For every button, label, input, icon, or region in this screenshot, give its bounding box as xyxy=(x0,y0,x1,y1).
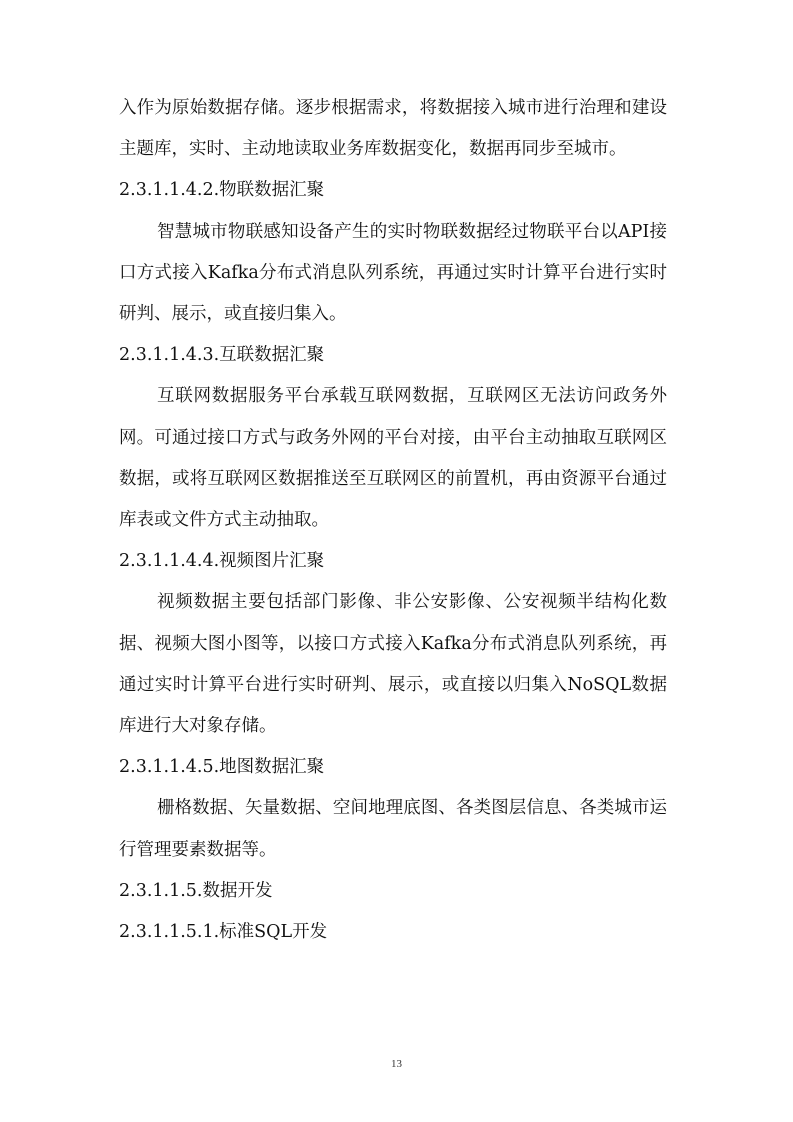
section-heading-2-3-1-1-4-2: 2.3.1.1.4.2.物联数据汇聚 xyxy=(119,180,325,201)
section-heading-2-3-1-1-5: 2.3.1.1.5.数据开发 xyxy=(119,880,273,901)
section-heading-2-3-1-1-4-3: 2.3.1.1.4.3.互联数据汇聚 xyxy=(119,345,325,366)
section-heading-2-3-1-1-4-5: 2.3.1.1.4.5.地图数据汇聚 xyxy=(119,757,325,778)
paragraph-video-data: 视频数据主要包括部门影像、非公安影像、公安视频半结构化数据、视频大图小图等，以接口方式接入Kafka分布式消息队列系统，再通过实时计算平台进行实时研判、展示，或直接以归集入NoSQL数据库进行大对象存储。 xyxy=(119,592,667,737)
paragraph-internet-data: 互联网数据服务平台承载互联网数据，互联网区无法访问政务外网。可通过接口方式与政务外网的平台对接，由平台主动抽取互联网区数据，或将互联网区数据推送至互联网区的前置机，再由资源平台通过库表或文件方式主动抽取。 xyxy=(119,386,667,531)
document-body xyxy=(119,88,667,953)
section-heading-2-3-1-1-5-1: 2.3.1.1.5.1.标准SQL开发 xyxy=(119,922,328,943)
paragraph-continued: 入作为原始数据存储。逐步根据需求，将数据接入城市进行治理和建设主题库，实时、主动地读取业务库数据变化，数据再同步至城市。 xyxy=(119,98,667,160)
paragraph-map-data: 栅格数据、矢量数据、空间地理底图、各类图层信息、各类城市运行管理要素数据等。 xyxy=(119,798,667,860)
section-heading-2-3-1-1-4-4: 2.3.1.1.4.4.视频图片汇聚 xyxy=(119,551,325,572)
page-number: 13 xyxy=(391,1058,402,1070)
paragraph-iot-data: 智慧城市物联感知设备产生的实时物联数据经过物联平台以API接口方式接入Kafka分布式消息队列系统，再通过实时计算平台进行实时研判、展示，或直接归集入。 xyxy=(119,221,667,325)
